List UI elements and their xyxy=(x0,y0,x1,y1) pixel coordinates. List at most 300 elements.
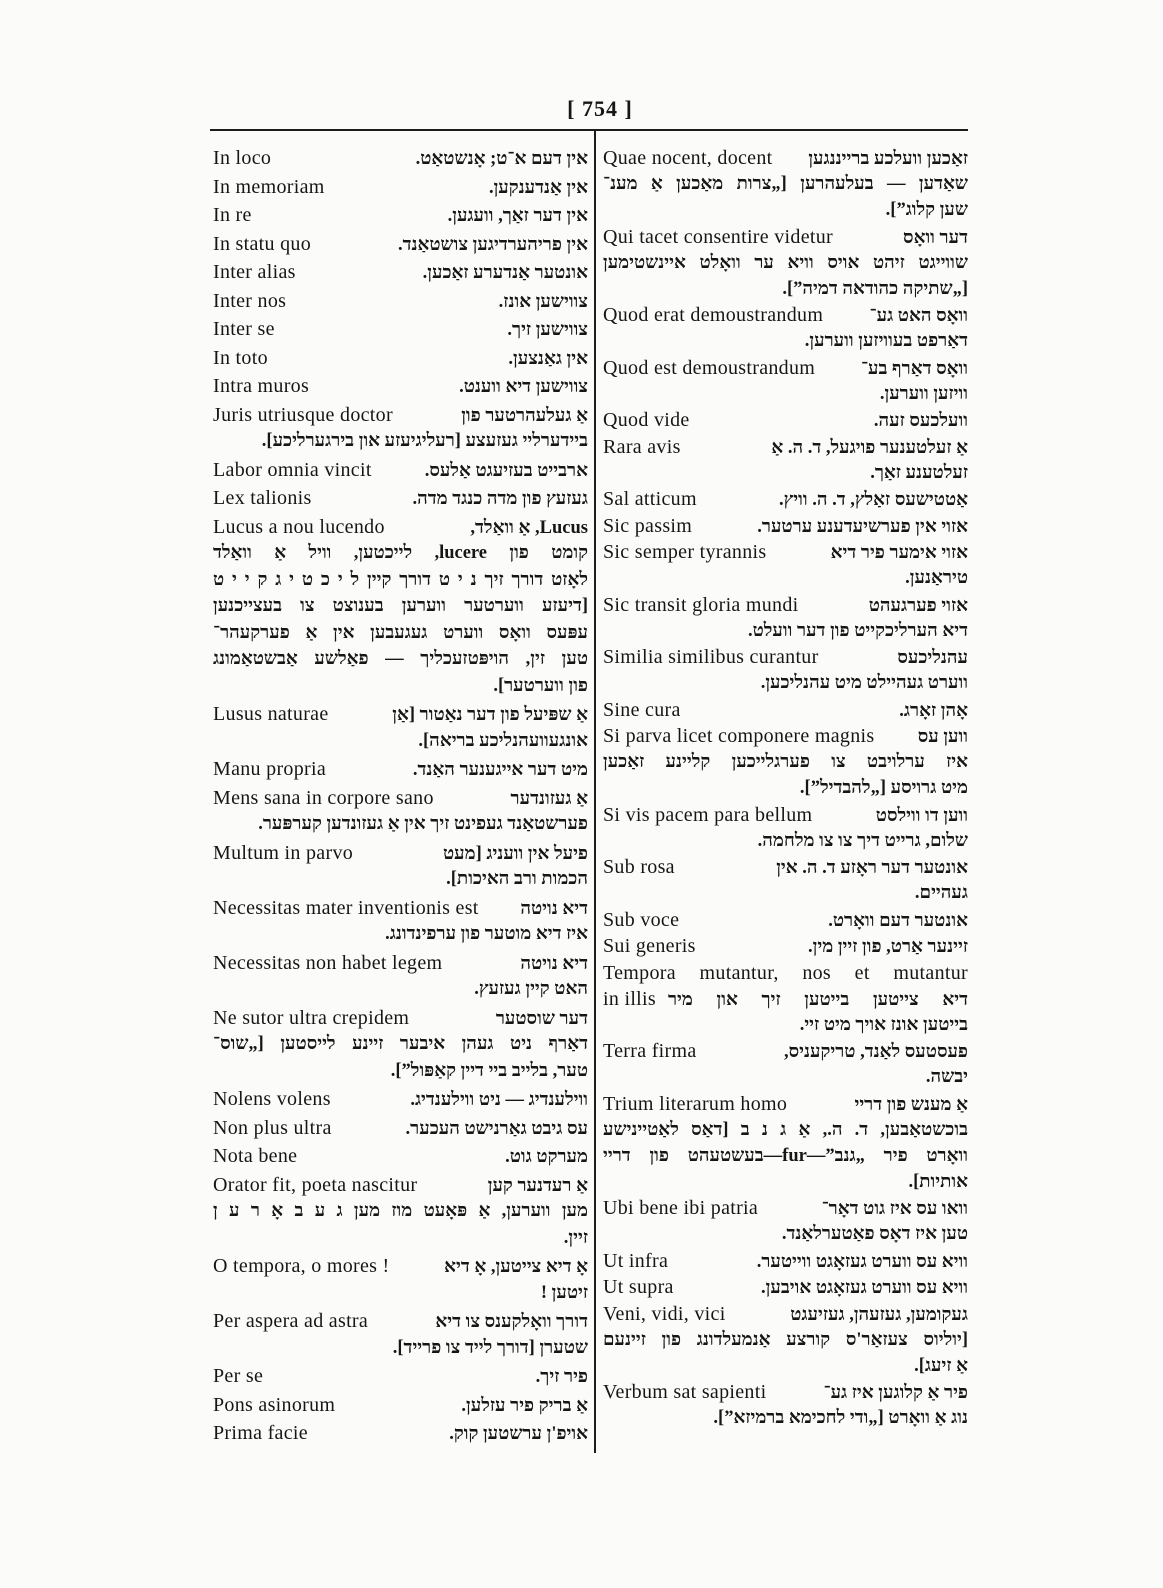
yiddish-translation: מיט גרויסע [„להבדיל”]. xyxy=(799,778,968,798)
yiddish-translation: אַ זיעג]. xyxy=(914,1355,968,1376)
latin-phrase: Sui generis xyxy=(603,935,696,957)
entry-line xyxy=(213,1420,588,1447)
yiddish-translation: שאַדען — בעלעהרען [„צרות מאַכען אַ מענ־ xyxy=(603,174,968,194)
entry-line xyxy=(213,1005,588,1032)
latin-phrase: In toto xyxy=(213,346,268,369)
dictionary-entry xyxy=(213,950,588,1003)
yiddish-translation: אין דעם א־ט; אָנשטאַט. xyxy=(415,149,588,169)
dictionary-entry xyxy=(603,145,968,223)
entry-line xyxy=(213,1115,588,1142)
entry-line xyxy=(603,986,968,1012)
dictionary-entry xyxy=(213,895,588,948)
yiddish-translation: קומט פון lucere, לייכטען, וויל אַ וואַלד xyxy=(213,543,588,563)
yiddish-translation: עס גיבט גאַרנישט העכער. xyxy=(405,1118,588,1139)
latin-phrase: Terra firma xyxy=(603,1040,697,1062)
entry-line xyxy=(213,316,588,343)
yiddish-translation: [יוליוס צעזאַר'ס קורצע אַנמעלדונג פון זיינעם xyxy=(603,1329,968,1350)
latin-phrase: Lucus a nou lucendo xyxy=(213,515,385,538)
entry-line xyxy=(213,895,588,922)
entry-line xyxy=(213,345,588,372)
entry-line xyxy=(603,250,968,276)
entry-line xyxy=(213,1335,588,1362)
latin-phrase: Similia similibus curantur xyxy=(603,646,819,668)
entry-line xyxy=(213,231,588,258)
yiddish-translation: ווען עס xyxy=(917,727,968,747)
yiddish-translation: אזוי אימער פיר דיא xyxy=(830,543,968,563)
entry-line xyxy=(603,907,968,933)
yiddish-translation: פיר זיך. xyxy=(535,1367,588,1387)
entry-line xyxy=(213,950,588,977)
entry-line xyxy=(213,1031,588,1058)
latin-phrase: Non plus ultra xyxy=(213,1116,332,1139)
yiddish-translation: אַ שפּיעל פון דער נאַטור [אַן xyxy=(392,705,588,725)
yiddish-translation: דיא הערליכקייט פון דער וועלט. xyxy=(747,620,968,641)
entry-line xyxy=(603,1353,968,1379)
latin-phrase: Manu propria xyxy=(213,758,327,780)
entry-line xyxy=(603,618,968,644)
dictionary-entry xyxy=(213,373,588,400)
left-column xyxy=(213,145,588,1447)
entry-line xyxy=(603,1195,968,1221)
dictionary-entry xyxy=(213,457,588,484)
yiddish-translation: וואָס דאַרף בע־ xyxy=(860,358,968,379)
entry-line xyxy=(213,866,588,893)
entry-line xyxy=(213,756,588,783)
yiddish-translation: [„שתיקה כהודאה דמיה”]. xyxy=(782,278,968,299)
dictionary-entry xyxy=(213,402,588,455)
latin-phrase: Orator fit, poeta nascitur xyxy=(213,1173,418,1196)
dictionary-entry xyxy=(603,644,968,696)
yiddish-translation: ארבייט בעזיעגט אַלעס. xyxy=(424,460,588,481)
entry-line xyxy=(213,259,588,286)
latin-phrase: Inter alias xyxy=(213,261,296,283)
entry-line xyxy=(213,1225,588,1252)
entry-line xyxy=(603,592,968,618)
entry-line xyxy=(603,828,968,854)
dictionary-entry xyxy=(213,174,588,201)
latin-phrase: Ubi bene ibi patria xyxy=(603,1197,759,1219)
yiddish-translation: אַ געזונדער xyxy=(510,788,588,809)
yiddish-translation: יבשה. xyxy=(925,1067,968,1087)
yiddish-translation: זעלטענע זאַך. xyxy=(870,462,968,483)
dictionary-entry xyxy=(213,202,588,229)
entry-line xyxy=(213,1280,588,1307)
yiddish-translation: צווישען אונז. xyxy=(498,291,588,312)
dictionary-entry xyxy=(213,1420,588,1447)
dictionary-entry xyxy=(603,407,968,433)
entry-line xyxy=(213,1253,588,1280)
yiddish-translation: וויזען ווערען. xyxy=(879,383,968,404)
yiddish-translation: וויא עס ווערט געזאָגט אויבען. xyxy=(761,1278,968,1298)
latin-phrase: in illis xyxy=(603,987,656,1010)
entry-line xyxy=(603,723,968,749)
yiddish-translation: אזוי אין פערשיעדענע ערטער. xyxy=(757,516,968,537)
entry-line xyxy=(213,567,588,594)
yiddish-translation: אונטער דער ראָזע ד. ה. אין xyxy=(776,858,968,878)
yiddish-translation: וואָס האט גע־ xyxy=(869,306,968,326)
latin-phrase: Intra muros xyxy=(213,375,310,397)
latin-phrase: O tempora, o mores ! xyxy=(213,1255,390,1277)
yiddish-translation: זיין. xyxy=(563,1227,588,1248)
entry-line xyxy=(603,1301,968,1327)
yiddish-translation: שווייגט זיהט אויס וויא ער וואָלט איינשטימען xyxy=(603,252,968,273)
entry-line xyxy=(603,1091,968,1117)
yiddish-translation: Lucus, אַ וואַלד, xyxy=(470,517,588,538)
latin-phrase: Mens sana in corpore sano xyxy=(213,786,434,809)
latin-phrase: Necessitas mater inventionis est xyxy=(213,896,479,919)
entry-line xyxy=(213,1058,588,1085)
yiddish-translation: אָ דיא צייטען, אָ דיא xyxy=(444,1257,588,1277)
latin-phrase: Qui tacet consentire videtur xyxy=(603,225,833,248)
entry-line xyxy=(603,749,968,775)
yiddish-translation: בוכשטאַבען, ד. ה., אַ ג נ ב [דאַס לאַטיינישע xyxy=(603,1119,968,1140)
yiddish-translation: אַ מענש פון דריי xyxy=(854,1094,968,1115)
entry-line xyxy=(213,921,588,948)
entry-line xyxy=(213,428,588,455)
latin-phrase: Trium literarum homo xyxy=(603,1092,788,1115)
latin-phrase: In re xyxy=(213,204,252,226)
latin-phrase: Verbum sat sapienti xyxy=(603,1381,767,1403)
entry-line xyxy=(603,644,968,670)
entry-line xyxy=(213,485,588,512)
yiddish-translation: אַ רעדנער קען xyxy=(487,1175,588,1196)
yiddish-translation: דורך וואָלקענס צו דיא xyxy=(435,1312,588,1332)
entry-line xyxy=(213,646,588,673)
dictionary-entry xyxy=(213,1392,588,1419)
dictionary-entry xyxy=(213,1308,588,1361)
yiddish-translation: געהיים. xyxy=(914,883,968,903)
entry-line xyxy=(213,145,588,172)
entry-line xyxy=(603,1143,968,1169)
yiddish-translation: צווישען דיא ווענט. xyxy=(459,377,588,397)
entry-line xyxy=(213,811,588,838)
yiddish-translation: האט קיין געזעץ. xyxy=(474,979,588,999)
dictionary-entry xyxy=(213,756,588,783)
latin-phrase: Sal atticum xyxy=(603,488,697,510)
entry-line xyxy=(603,670,968,696)
entry-line xyxy=(603,407,968,433)
latin-phrase: Prima facie xyxy=(213,1422,308,1444)
yiddish-translation: הכמות ורב האיכות]. xyxy=(446,869,588,889)
entry-line xyxy=(603,355,968,381)
entry-line xyxy=(213,1198,588,1225)
dictionary-entry xyxy=(603,355,968,407)
yiddish-translation: צווישען זיך. xyxy=(507,320,588,340)
entry-line xyxy=(213,785,588,812)
dictionary-entry xyxy=(213,1172,588,1252)
dictionary-entry xyxy=(213,701,588,754)
yiddish-translation: אין גאַנצען. xyxy=(508,348,588,369)
entry-line xyxy=(603,880,968,906)
dictionary-entry xyxy=(603,933,968,959)
entry-line xyxy=(213,840,588,867)
yiddish-translation: אַ בריק פיר עזלען. xyxy=(461,1395,588,1416)
dictionary-entry xyxy=(213,485,588,512)
yiddish-translation: אין אַנדענקען. xyxy=(488,177,588,198)
entry-line xyxy=(213,457,588,484)
latin-phrase: Si vis pacem para bellum xyxy=(603,803,813,826)
dictionary-entry xyxy=(603,1195,968,1247)
yiddish-translation: וואָרט פיר „גנב”—fur—בעשטעהט פון דריי xyxy=(603,1145,968,1166)
entry-line xyxy=(213,1143,588,1170)
yiddish-translation: דער שוסטער xyxy=(495,1008,588,1029)
entry-line xyxy=(603,1012,968,1038)
yiddish-translation: טען איז דאָס פאַטערלאַנד. xyxy=(781,1224,968,1244)
yiddish-translation: וואו עס איז גוט דאָר־ xyxy=(821,1199,968,1219)
entry-line xyxy=(603,1248,968,1274)
dictionary-entry xyxy=(603,1091,968,1195)
yiddish-translation: דיא צייטען בייטען זיך און מיר xyxy=(667,989,968,1010)
entry-line xyxy=(603,1038,968,1064)
entry-line xyxy=(603,486,968,512)
dictionary-entry xyxy=(603,723,968,801)
entry-line xyxy=(213,373,588,400)
yiddish-translation: געקומען, געזעהן, געזיעגט xyxy=(790,1304,968,1325)
dictionary-entry xyxy=(603,1274,968,1300)
entry-line xyxy=(603,145,968,171)
dictionary-entry xyxy=(603,1248,968,1274)
entry-line xyxy=(213,620,588,647)
dictionary-entry xyxy=(213,1115,588,1142)
latin-phrase: Sic transit gloria mundi xyxy=(603,593,799,616)
entry-line xyxy=(603,381,968,407)
latin-phrase: Lusus naturae xyxy=(213,703,329,725)
entry-line xyxy=(213,701,588,728)
dictionary-entry xyxy=(213,514,588,700)
yiddish-translation: אותיות]. xyxy=(908,1171,968,1192)
entry-line xyxy=(603,224,968,250)
yiddish-translation: געזעץ פון מדה כנגד מדה. xyxy=(412,489,588,509)
entry-line xyxy=(213,1363,588,1390)
entry-line xyxy=(603,1405,968,1431)
latin-phrase: Per se xyxy=(213,1365,264,1387)
dictionary-entry xyxy=(213,840,588,893)
yiddish-translation: ביידערליי געזעצע [רעליגיעזע און בירגערליכע]. xyxy=(261,431,588,451)
latin-phrase: Tempora mutantur, nos et mutantur xyxy=(603,961,968,984)
entry-line xyxy=(603,302,968,328)
dictionary-entry xyxy=(603,539,968,591)
dictionary-entry xyxy=(603,854,968,906)
entry-line xyxy=(213,728,588,755)
latin-phrase: Sine cura xyxy=(603,698,681,721)
yiddish-translation: טיראַנען. xyxy=(905,568,968,588)
yiddish-translation: פון ווערטער]. xyxy=(493,675,588,696)
entry-line xyxy=(213,673,588,700)
entry-line xyxy=(603,460,968,486)
dictionary-entry xyxy=(603,224,968,302)
yiddish-translation: עפּעס וואָס ווערט געגעבען אין אַ פערקעהר־ xyxy=(213,622,588,643)
latin-phrase: Nolens volens xyxy=(213,1088,331,1110)
yiddish-translation: שען קלוג”]. xyxy=(885,200,968,220)
yiddish-translation: פעסטעס לאַנד, טריקעניס, xyxy=(783,1042,968,1062)
yiddish-translation: וויא עס ווערט געזאָגט ווייטער. xyxy=(756,1251,968,1272)
entry-line xyxy=(603,513,968,539)
yiddish-translation: שטערן [דורך לייד צו פרייד]. xyxy=(392,1337,588,1358)
yiddish-translation: פיעל אין וועניג [מעט xyxy=(442,843,588,864)
entry-line xyxy=(213,514,588,541)
latin-phrase: Sub rosa xyxy=(603,856,675,878)
yiddish-translation: מיט דער אייגענער האַנד. xyxy=(412,760,588,780)
dictionary-entry xyxy=(213,1363,588,1390)
dictionary-entry xyxy=(213,1086,588,1113)
yiddish-translation: איז ערלויבט צו פערגלייכען קליינע זאַכען xyxy=(603,752,968,772)
latin-phrase: Veni, vidi, vici xyxy=(603,1302,726,1325)
yiddish-translation: איז דיא מוטער פון ערפינדונג. xyxy=(385,924,588,944)
latin-phrase: Labor omnia vincit xyxy=(213,458,372,481)
dictionary-entry xyxy=(213,1253,588,1306)
latin-phrase: Ne sutor ultra crepidem xyxy=(213,1006,410,1029)
latin-phrase: Lex talionis xyxy=(213,487,312,509)
dictionary-entry xyxy=(603,486,968,512)
latin-phrase: Inter nos xyxy=(213,289,287,312)
dictionary-entry xyxy=(603,434,968,486)
latin-phrase: Quod est demoustrandum xyxy=(603,356,816,379)
latin-phrase: Pons asinorum xyxy=(213,1393,336,1416)
entry-line xyxy=(213,174,588,201)
entry-line xyxy=(213,540,588,567)
yiddish-translation: ווערט געהיילט מיט עהנליכען. xyxy=(760,673,968,693)
latin-phrase: Inter se xyxy=(213,318,275,340)
dictionary-entry xyxy=(213,1005,588,1085)
yiddish-translation: דאַרפט בעוויזען ווערען. xyxy=(804,331,968,351)
yiddish-translation: [דיעזע ווערטער ווערען בענוצט צו בעצייכנען xyxy=(213,596,588,616)
entry-line xyxy=(213,1086,588,1113)
yiddish-translation: דיא נויטה xyxy=(520,953,588,974)
yiddish-translation: מערקט גוט. xyxy=(505,1147,588,1167)
yiddish-translation: ווילענדיג — ניט ווילענדיג. xyxy=(410,1090,588,1110)
yiddish-translation: וועלכעס זעה. xyxy=(873,411,968,431)
dictionary-entry xyxy=(603,1301,968,1379)
yiddish-translation: אָהן זאָרג. xyxy=(899,700,968,721)
yiddish-translation: אין פריהערדיגען צושטאַנד. xyxy=(397,234,588,255)
dictionary-entry xyxy=(603,302,968,354)
yiddish-translation: אַ זעלטענער פויגעל, ד. ה. אַ xyxy=(771,437,968,458)
dictionary-entry xyxy=(603,960,968,1038)
dictionary-entry xyxy=(603,697,968,723)
latin-phrase: Necessitas non habet legem xyxy=(213,951,443,974)
dictionary-entry xyxy=(603,1379,968,1431)
dictionary-entry xyxy=(603,513,968,539)
latin-phrase: Quod vide xyxy=(603,409,690,431)
entry-line xyxy=(213,288,588,315)
dictionary-entry xyxy=(603,802,968,854)
yiddish-translation: אונטער דעם וואָרט. xyxy=(828,910,968,931)
yiddish-translation: זאַכען וועלכע ברייננגען xyxy=(808,149,968,169)
yiddish-translation: דיא נויטה xyxy=(520,898,588,919)
latin-phrase: In loco xyxy=(213,147,272,169)
entry-line xyxy=(603,960,968,986)
entry-line xyxy=(603,933,968,959)
dictionary-entry xyxy=(213,316,588,343)
dictionary-entry xyxy=(213,145,588,172)
latin-phrase: In statu quo xyxy=(213,232,312,255)
entry-line xyxy=(603,802,968,828)
yiddish-translation: אויפ'ן ערשטען קוק. xyxy=(449,1424,588,1444)
latin-phrase: Si parva licet componere magnis xyxy=(603,725,875,747)
entry-line xyxy=(213,593,588,620)
header-rule xyxy=(210,129,968,131)
entry-line xyxy=(213,1308,588,1335)
entry-line xyxy=(213,976,588,1003)
entry-line xyxy=(603,1169,968,1195)
entry-line xyxy=(603,854,968,880)
dictionary-entry xyxy=(213,1143,588,1170)
entry-line xyxy=(213,202,588,229)
entry-line xyxy=(213,1392,588,1419)
entry-line xyxy=(603,1327,968,1353)
yiddish-translation: טער, בלייב ביי דיין קאַפּול”]. xyxy=(390,1060,588,1081)
column-divider xyxy=(594,131,596,1453)
entry-line xyxy=(603,1274,968,1300)
yiddish-translation: עהנליכעס xyxy=(897,648,968,668)
entry-line xyxy=(603,197,968,223)
dictionary-entry xyxy=(213,785,588,838)
entry-line xyxy=(603,276,968,302)
entry-line xyxy=(213,1172,588,1199)
entry-line xyxy=(603,1221,968,1247)
yiddish-translation: פיר אַ קלוגען איז גע־ xyxy=(823,1383,968,1403)
yiddish-translation: ווען דו ווילסט xyxy=(875,805,968,826)
dictionary-entry xyxy=(213,288,588,315)
entry-line xyxy=(603,697,968,723)
entry-line xyxy=(603,328,968,354)
dictionary-entry xyxy=(603,1038,968,1090)
yiddish-translation: דער וואָס xyxy=(903,227,968,248)
latin-phrase: Ut infra xyxy=(603,1249,669,1272)
entry-line xyxy=(603,539,968,565)
dictionary-entry xyxy=(213,259,588,286)
yiddish-translation: שלום, גרייט דיך צו צו מלחמה. xyxy=(757,830,968,851)
entry-line xyxy=(603,1117,968,1143)
latin-phrase: Ut supra xyxy=(603,1276,674,1298)
entry-line xyxy=(213,402,588,429)
yiddish-translation: מען ווערען, אַ פּאָעט מוז מען ג ע ב אָ ר ע ן xyxy=(213,1201,588,1221)
latin-phrase: Quae nocent, docent xyxy=(603,147,773,169)
yiddish-translation: אונטער אַנדערע זאַכען. xyxy=(422,263,588,283)
entry-line xyxy=(603,1379,968,1405)
right-column xyxy=(603,145,968,1431)
page-number: [ 754 ] xyxy=(567,96,633,121)
dictionary-entry xyxy=(603,907,968,933)
yiddish-translation: אזוי פערגעהט xyxy=(868,595,968,616)
latin-phrase: Nota bene xyxy=(213,1145,298,1167)
yiddish-translation: אונגעוועהנליכע בריאה]. xyxy=(418,730,588,751)
yiddish-translation: פערשטאַנד געפינט זיך אין אַ געזונדען קערפּער. xyxy=(258,814,588,834)
latin-phrase: Per aspera ad astra xyxy=(213,1310,369,1332)
latin-phrase: Quod erat demoustrandum xyxy=(603,304,824,326)
yiddish-translation: בייטען אונז אויך מיט זיי. xyxy=(799,1014,968,1035)
dictionary-entry xyxy=(213,231,588,258)
yiddish-translation: דאַרף ניט געהן איבער זיינע לייסטען [„שוס־ xyxy=(213,1034,588,1054)
entry-line xyxy=(603,775,968,801)
latin-phrase: Rara avis xyxy=(603,435,681,458)
yiddish-translation: אַ געלעהרטער פון xyxy=(461,405,588,426)
latin-phrase: Sub voce xyxy=(603,908,680,931)
entry-line xyxy=(603,1064,968,1090)
yiddish-translation: אין דער זאַך, וועגען. xyxy=(447,206,588,226)
entry-line xyxy=(603,171,968,197)
yiddish-translation: זיינער אַרט, פון זיין מין. xyxy=(808,937,968,957)
entry-line xyxy=(603,434,968,460)
dictionary-entry xyxy=(213,345,588,372)
latin-phrase: In memoriam xyxy=(213,175,325,198)
yiddish-translation: נוג אַ וואָרט [„ודי לחכימא ברמיזא”]. xyxy=(713,1408,968,1428)
dictionary-entry xyxy=(603,592,968,644)
yiddish-translation: אַטטישעס זאַלץ, ד. ה. וויץ. xyxy=(779,490,968,510)
latin-phrase: Multum in parvo xyxy=(213,841,354,864)
yiddish-translation: לאָזט דורך זיך נ י ט דורך קיין ל י כ ט י ג ק י י ט xyxy=(213,569,588,590)
entry-line xyxy=(603,565,968,591)
